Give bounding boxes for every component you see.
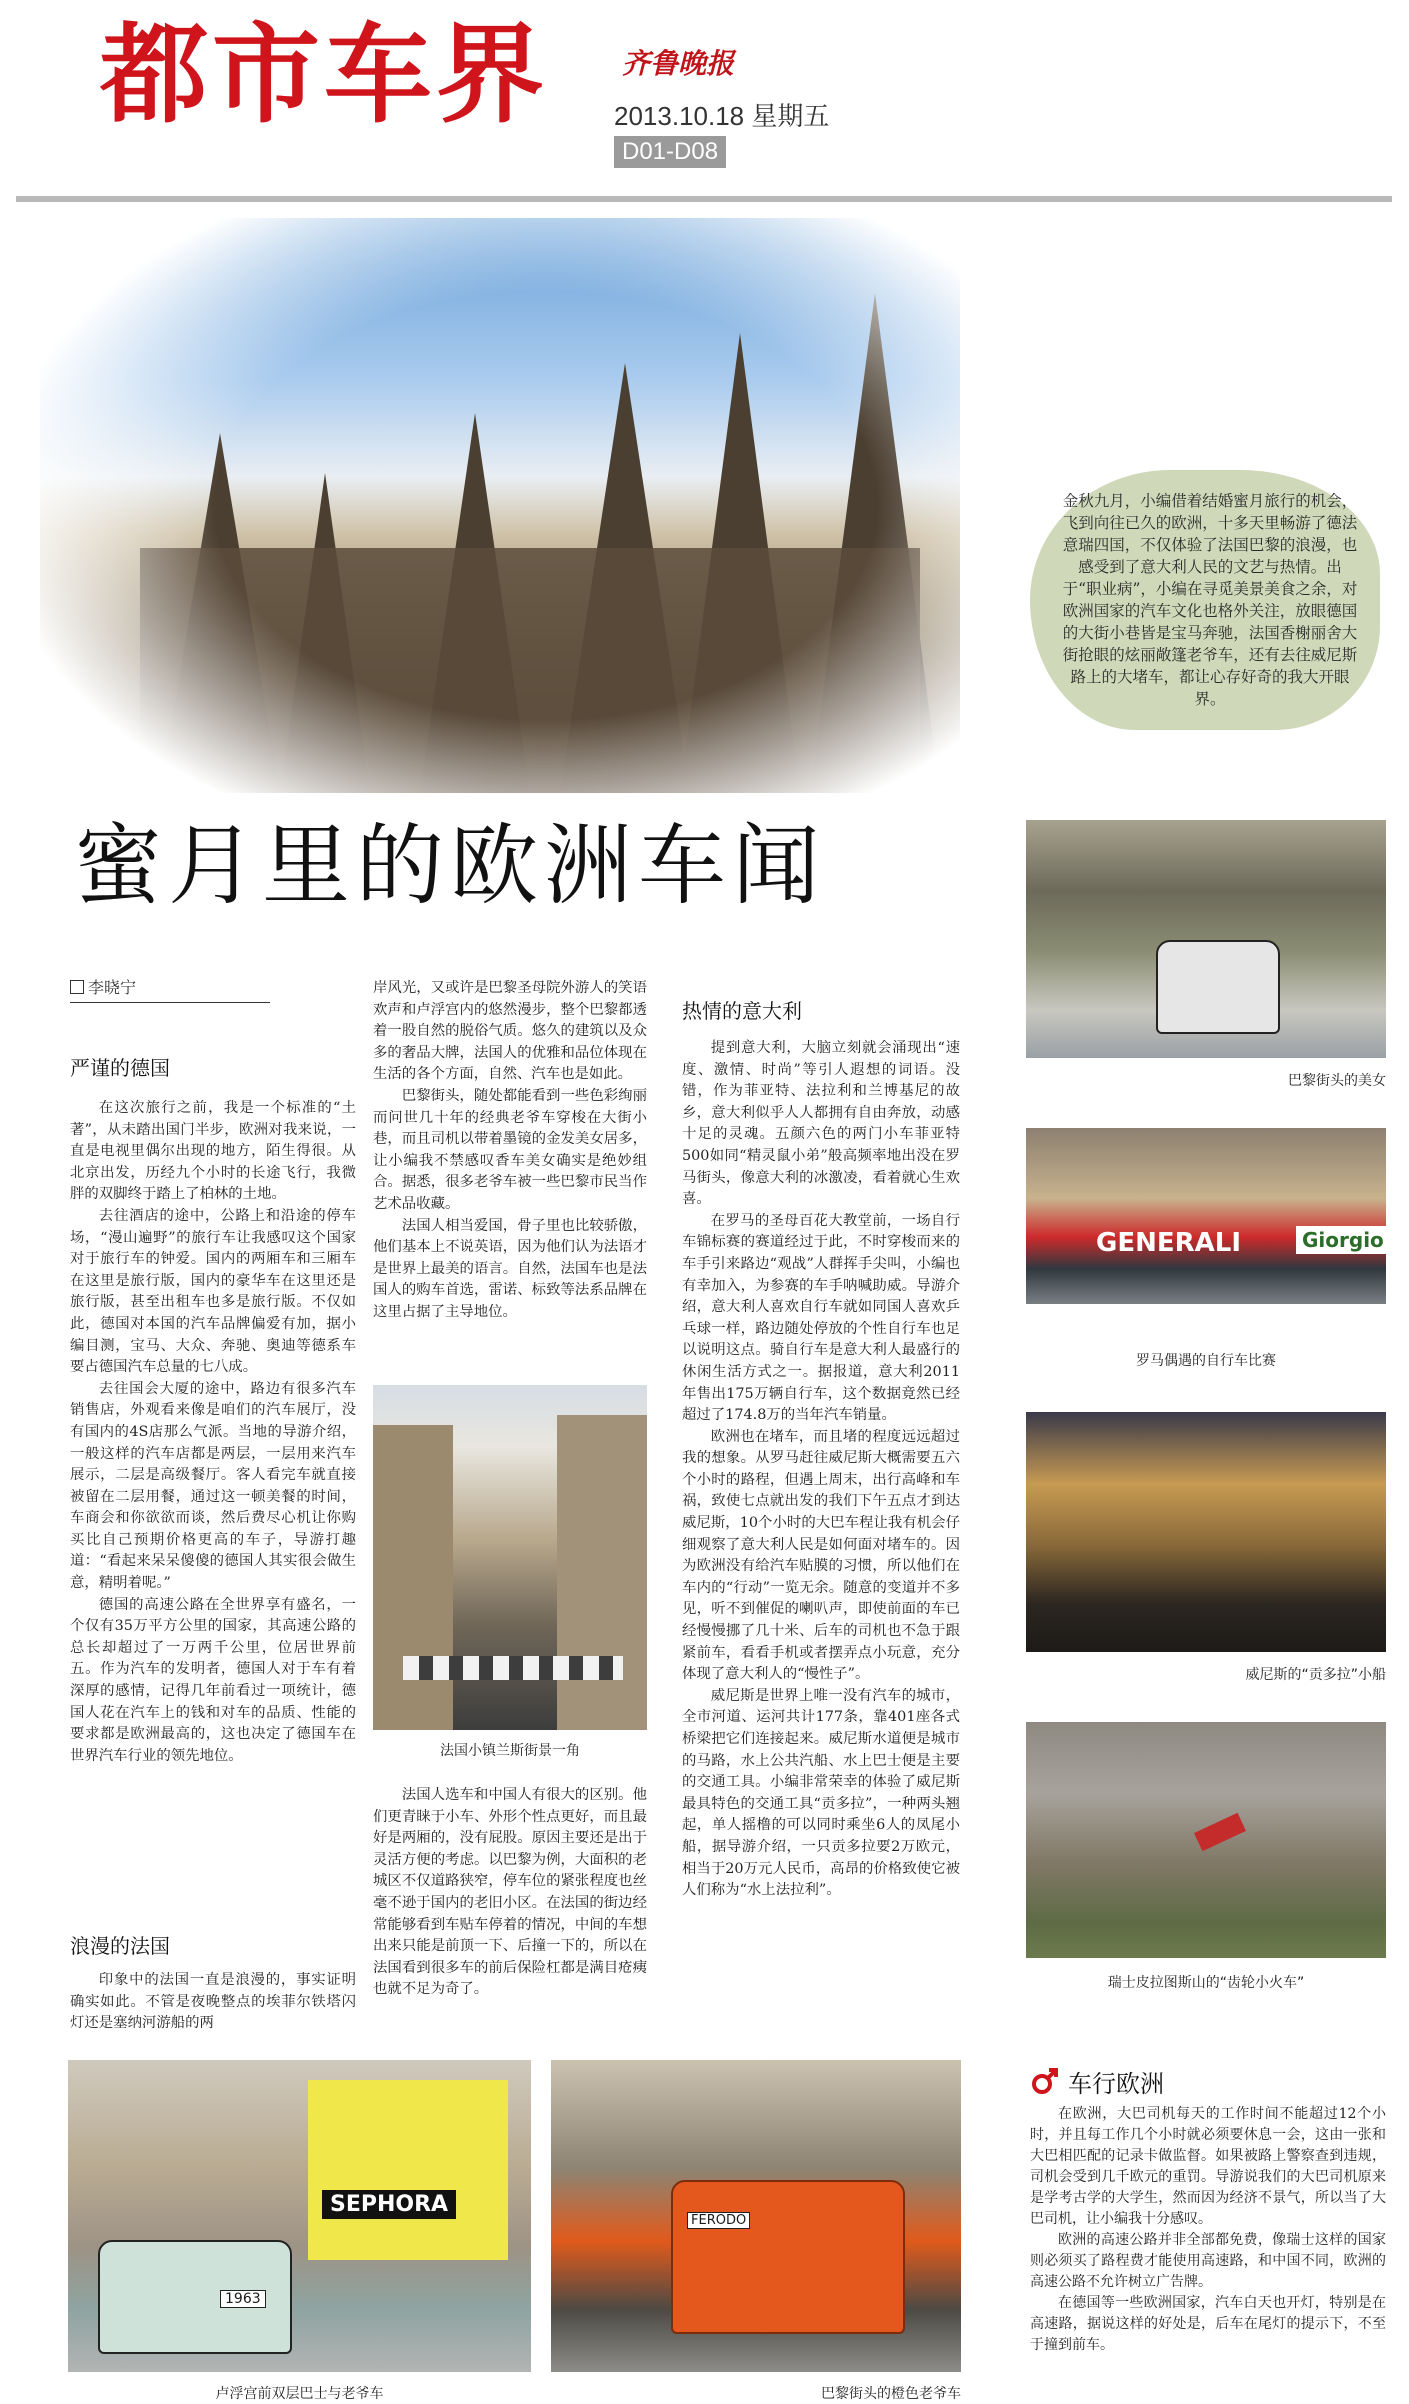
bike-race-photo — [1026, 1128, 1386, 1304]
column-germany — [70, 1098, 356, 1767]
paragraph: 巴黎街头，随处都能看到一些色彩绚丽而问世几十年的经典老爷车穿梭在大街小巷，而且司机以带着墨镜的金发美女居多，让小编我不禁感叹香车美女确实是绝妙组合。据悉，很多老爷车被一些巴黎市民当作艺术品收藏。 — [373, 1087, 647, 1212]
paragraph: 威尼斯是世界上唯一没有汽车的城市，全市河道、运河共计177条，靠401座各式桥梁把它们连接起来。威尼斯水道便是城市的马路，水上公共汽船、水上巴士便是主要的交通工具。小编非常荣幸的体验了威尼斯最具特色的交通工具“贡多拉”，一种两头翘起，单人摇橹的可以同时乘坐6人的凤尾小船，据导游介绍，一只贡多拉要2万欧元，相当于20万元人民币，高昂的价格致使它被人们称为“水上法拉利”。 — [682, 1687, 960, 1899]
issue-date: 2013.10.18 星期五 — [614, 101, 830, 131]
vintage-car — [1156, 940, 1280, 1034]
banner-giorgio: Giorgio — [1296, 1226, 1386, 1254]
orange-car-photo — [551, 2060, 961, 2372]
paragraph: 欧洲也在堵车，而且堵的程度远远超过我的想象。从罗马赶往威尼斯大概需要五六个小时的路程，但遇上周末，出行高峰和车祸，致使七点就出发的我们下午五点才到达威尼斯，10个小时的大巴车程让我有机会仔细观察了意大利人民是如何面对堵车的。因为欧洲没有给汽车贴膜的习惯，所以他们在车内的“行动”一览无余。随意的变道并不多见，听不到催促的喇叭声，即使前面的车已经慢慢挪了几十米、后车的司机也不急于跟紧前车，看看手机或者摆弄点小玩意，充分体现了意大利人的“慢性子”。 — [682, 1428, 960, 1683]
section-title-italy: 热情的意大利 — [682, 999, 802, 1023]
paragraph: 在这次旅行之前，我是一个标准的“土著”，从未踏出国门半步，欧洲对我来说，一直是电视里偶尔出现的地方，陌生得很。从北京出发，历经九个小时的长途飞行，我微胖的双脚终于踏上了柏林的土地。 — [70, 1100, 356, 1203]
louvre-bus-photo — [68, 2060, 531, 2372]
cathedral-photo — [40, 218, 960, 793]
byline-author: 李晓宁 — [88, 978, 137, 997]
ferodo-sticker: FERODO — [687, 2212, 750, 2229]
caption-alps: 瑞士皮拉图斯山的“齿轮小火车” — [1107, 1975, 1305, 1991]
alps-train-photo — [1026, 1722, 1386, 1958]
gondola-photo — [1026, 1412, 1386, 1652]
intro-text: 金秋九月，小编借着结婚蜜月旅行的机会，飞到向往已久的欧洲，十多天里畅游了德法意瑞四国，不仅体验了法国巴黎的浪漫，也感受到了意大利人民的文艺与热情。出于“职业病”，小编在寻觅美景美食之余，对欧洲国家的汽车文化也格外关注，放眼德国的大街小巷皆是宝马奔驰，法国香榭丽舍大街抢眼的炫丽敞篷老爷车，还有去往威尼斯路上的大堵车，都让心存好奇的我大开眼界。 — [1062, 492, 1358, 708]
newspaper-logo: 齐鲁晚报 — [622, 47, 735, 80]
paragraph: 印象中的法国一直是浪漫的，事实证明确实如此。不管是夜晚整点的埃菲尔铁塔闪灯还是塞纳河游船的两 — [70, 1972, 356, 2032]
article-headline: 蜜月里的欧洲车闻 — [74, 814, 827, 917]
column-france-start — [70, 1970, 356, 2035]
caption-orange: 巴黎街头的橙色老爷车 — [821, 2386, 961, 2402]
masthead-divider — [16, 196, 1392, 202]
paragraph: 在德国等一些欧洲国家，汽车白天也开灯，特别是在高速路，据说这样的好处是，后车在尾灯的提示下，不至于撞到前车。 — [1030, 2295, 1386, 2353]
paragraph: 在罗马的圣母百花大教堂前，一场自行车锦标赛的赛道经过于此，不时穿梭而来的车手引来路边“观战”人群挥手尖叫，小编也有幸加入，为参赛的车手呐喊助威。导游介绍，意大利人喜欢自行车就如同国人喜欢乒乓球一样，路边随处停放的个性自行车也足以说明这点。骑自行车是意大利人最盛行的休闲生活方式之一。据报道，意大利2011年售出175万辆自行车，这个数据竟然已经超过了174.8万的当年汽车销量。 — [682, 1212, 960, 1424]
paragraph: 提到意大利，大脑立刻就会涌现出“速度、激情、时尚”等引人遐想的词语。没错，作为菲亚特、法拉利和兰博基尼的故乡，意大利似乎人人都拥有自由奔放，动感十足的灵魂。五颜六色的两门小车菲亚特500如同“精灵鼠小弟”般高频率地出没在罗马街头，像意大利的冰激凌，看着就心生欢喜。 — [682, 1040, 960, 1208]
paris-car-photo — [1026, 820, 1386, 1058]
page-range-badge: D01-D08 — [614, 136, 726, 168]
sephora-ad: SEPHORA — [322, 2190, 456, 2219]
column-france-cars — [373, 1785, 647, 2001]
caption-bike: 罗马偶遇的自行车比赛 — [1136, 1353, 1276, 1369]
orange-vintage-car — [671, 2180, 905, 2334]
caption-gondola: 威尼斯的“贡多拉”小船 — [1245, 1667, 1386, 1683]
section-title-france: 浪漫的法国 — [70, 1934, 170, 1958]
sidebar-text — [1030, 2104, 1386, 2356]
paragraph: 去往酒店的途中，公路上和沿途的停车场，“漫山遍野”的旅行车让我感叹这个国家对于旅行车的钟爱。国内的两厢车和三厢车在这里是旅行版，国内的豪华车在这里还是旅行版，甚至出租车也多是旅行版。不仅如此，德国对本国的汽车品牌偏爱有加，据小编目测，宝马、大众、奔驰、奥迪等德系车要占德国汽车总量的七八成。 — [70, 1207, 356, 1376]
vintage-car — [98, 2240, 292, 2354]
caption-louvre: 卢浮宫前双层巴士与老爷车 — [215, 2386, 384, 2402]
masthead-title: 都市车界 — [100, 13, 549, 138]
cog-train — [1194, 1813, 1246, 1851]
male-symbol-icon — [1030, 2066, 1060, 2096]
paragraph: 在欧洲，大巴司机每天的工作时间不能超过12个小时，并且每工作几个小时就必须要休息一会，这由一张和大巴相匹配的记录卡做监督。如果被路上警察查到违规，司机会受到几千欧元的重罚。导游说我们的大巴司机原来是学考古学的大学生，然而因为经济不景气，所以当了大巴司机，让小编我十分感叹。 — [1030, 2106, 1386, 2227]
byline-box-icon — [70, 980, 84, 994]
paragraph: 法国人选车和中国人有很大的区别。他们更青睐于小车、外形个性点更好，而且最好是两厢的，没有屁股。原因主要还是出于灵活方便的考虑。以巴黎为例，大面积的老城区不仅道路狭窄，停车位的紧张程度也丝毫不逊于国内的老旧小区。在法国的街边经常能够看到车贴车停着的情况，中间的车想出来只能是前顶一下、后撞一下的，所以在法国看到很多车的前后保险杠都是满目疮痍也就不足为奇了。 — [373, 1787, 647, 1998]
banner-generali: GENERALI — [1096, 1228, 1242, 1258]
sidebar-title: 车行欧洲 — [1068, 2070, 1164, 2098]
paragraph: 去往国会大厦的途中，路边有很多汽车销售店，外观看来像是咱们的汽车展厅，没有国内的4S店那么气派。当地的导游介绍，一般这样的汽车店都是两层，一层用来汽车展示，二层是高级餐厅。客人看完车就直接被留在二层用餐，通过这一顿美餐的时间，车商会和你欲欲而谈，然后费尽心机让你购买比自己预期价格更高的车子，导游打趣道：“看起来呆呆傻傻的德国人其实很会做生意，精明着呢。” — [70, 1380, 356, 1592]
street-photo — [373, 1385, 647, 1730]
paragraph: 岸风光，又或许是巴黎圣母院外游人的笑语欢声和卢浮宫内的悠然漫步，整个巴黎都透着一股自然的脱俗气质。悠久的建筑以及众多的奢品大牌，法国人的优雅和品位体现在生活的各个方面，自然、汽车也是如此。 — [373, 980, 647, 1083]
paragraph: 德国的高速公路在全世界享有盛名，一个仅有35万平方公里的国家，其高速公路的总长却超过了一万两千公里，位居世界前五。作为汽车的发明者，德国人对于车有着深厚的感情，记得几年前看过一项统计，德国人花在汽车上的钱和对车的品质、性能的要求都是欧洲最高的，这也决定了德国车在世界汽车行业的领先地位。 — [70, 1596, 356, 1764]
double-decker-bus — [308, 2080, 508, 2260]
section-title-germany: 严谨的德国 — [70, 1056, 170, 1080]
column-france — [373, 978, 647, 1324]
byline — [70, 975, 270, 1003]
caption-street: 法国小镇兰斯街景一角 — [440, 1743, 580, 1759]
column-italy — [682, 1038, 960, 1902]
plate-1963: 1963 — [220, 2290, 266, 2308]
paragraph: 法国人相当爱国，骨子里也比较骄傲，他们基本上不说英语，因为他们认为法语才是世界上最美的语言。自然，法国车也是法国人的购车首选，雷诺、标致等法系品牌在这里占据了主导地位。 — [373, 1217, 647, 1320]
caption-car1: 巴黎街头的美女 — [1288, 1073, 1386, 1089]
paragraph: 欧洲的高速公路并非全部都免费，像瑞士这样的国家则必须买了路程费才能使用高速路，和中国不同，欧洲的高速公路不允许树立广告牌。 — [1030, 2232, 1386, 2290]
